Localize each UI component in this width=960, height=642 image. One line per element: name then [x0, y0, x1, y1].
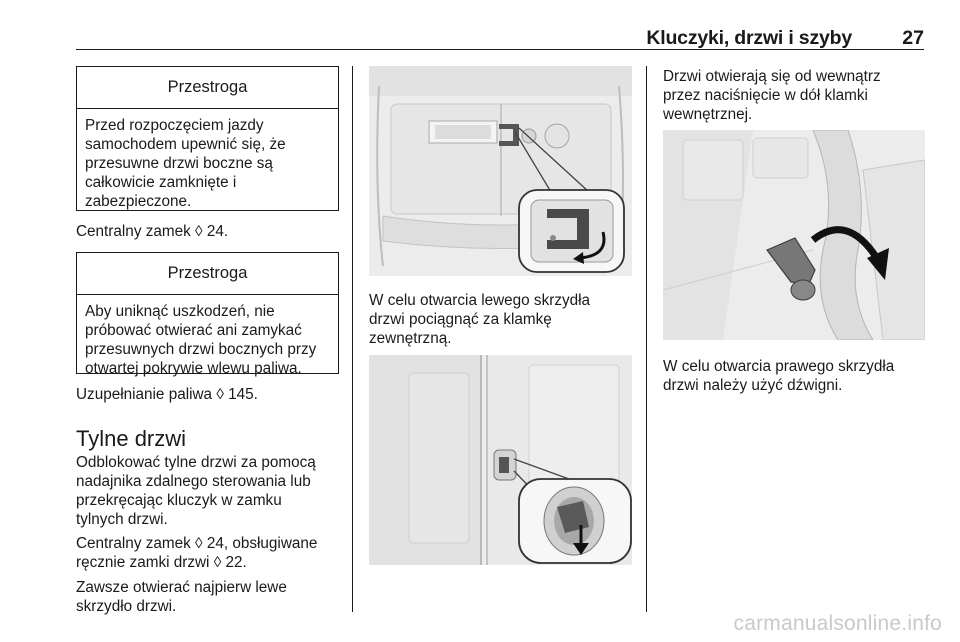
warning-box-fuel-flap	[76, 252, 339, 377]
reference-central-locking[interactable]: Centralny zamek ◊ 24.	[76, 223, 229, 240]
caption-right-wing: W celu otwarcia prawego skrzydła drzwi należy użyć dźwigni.	[663, 358, 895, 394]
section-heading: Tylne drzwi	[76, 426, 187, 451]
paragraph-open-left-first: Zawsze otwierać najpierw lewe skrzydło drzwi.	[76, 579, 287, 615]
reference-refuelling[interactable]: Uzupełnianie paliwa ◊ 145.	[76, 386, 258, 403]
rear-door-illustration	[369, 66, 632, 276]
warning-box-sliding-doors	[76, 66, 339, 211]
paragraph-open-from-inside: Drzwi otwierają się od wewnątrz przez naciśnięcie w dół klamki wewnętrznej.	[663, 68, 881, 123]
warning-line: całkowicie zamknięte i	[85, 174, 237, 191]
warning-title: Przestroga	[77, 67, 338, 109]
page-ref-icon: ◊	[216, 386, 224, 403]
warning-line: zabezpieczone.	[85, 193, 192, 210]
page-number: 27	[902, 27, 924, 49]
warning-line: otwartej pokrywie wlewu paliwa.	[85, 360, 302, 377]
figure-rear-door-handle	[369, 66, 632, 276]
warning-line: Przed rozpoczęciem jazdy	[85, 117, 264, 134]
paragraph-unlock: Odblokować tylne drzwi za pomocą nadajnika zdalnego sterowania lub przekręcając kluczyk w zamku tylnych drzwi.	[76, 454, 316, 528]
interior-lever-illustration	[663, 130, 925, 340]
warning-line: samochodem upewnić się, że	[85, 136, 286, 153]
door-edge-illustration	[369, 355, 632, 565]
figure-interior-lever	[663, 130, 925, 340]
paragraph-references: Centralny zamek ◊ 24, obsługiwane ręcznie zamki drzwi ◊ 22.	[76, 535, 318, 571]
warning-line: próbować otwierać ani zamykać	[85, 322, 302, 339]
warning-text	[77, 295, 338, 378]
column-divider-1	[352, 66, 353, 612]
warning-line: Aby uniknąć uszkodzeń, nie	[85, 303, 275, 320]
warning-title: Przestroga	[77, 253, 338, 295]
section-title: Kluczyki, drzwi i szyby	[646, 27, 852, 49]
page-ref-icon: ◊	[195, 535, 203, 552]
figure-door-edge-handle	[369, 355, 632, 565]
warning-line: przesuwnych drzwi bocznych przy	[85, 341, 317, 358]
warning-line: przesuwne drzwi boczne są	[85, 155, 273, 172]
page-ref-icon: ◊	[213, 554, 222, 571]
watermark: carmanualsonline.info	[733, 612, 942, 635]
page-ref-icon: ◊	[195, 223, 203, 240]
page-header	[76, 25, 924, 50]
caption-left-wing: W celu otwarcia lewego skrzydła drzwi pociągnąć za klamkę zewnętrzną.	[369, 292, 591, 347]
warning-text	[77, 109, 338, 211]
column-divider-2	[646, 66, 647, 612]
